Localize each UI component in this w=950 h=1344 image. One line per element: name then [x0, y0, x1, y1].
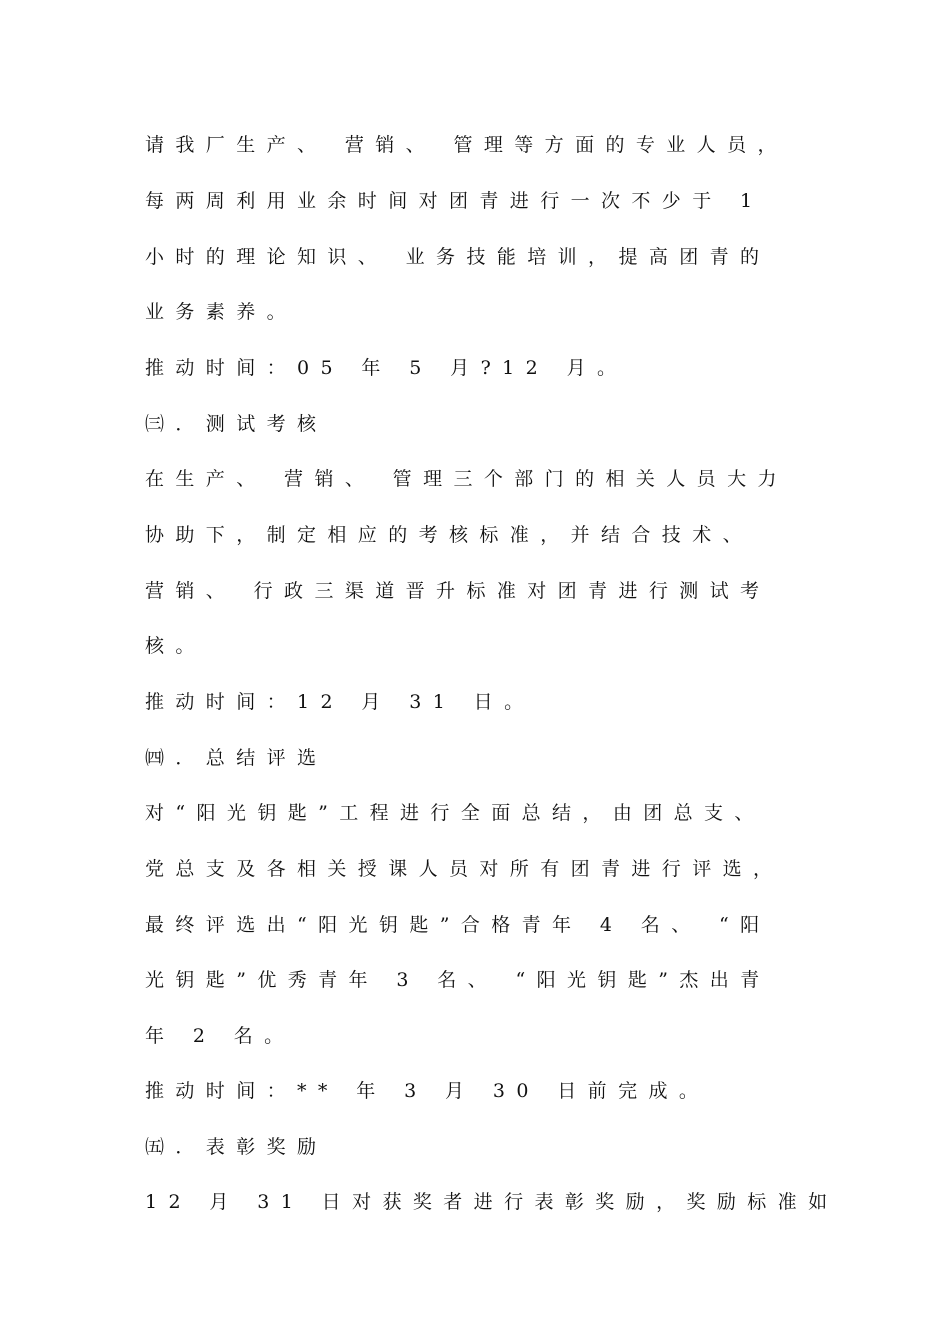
paragraph-line: 营销、 行政三渠道晋升标准对团青进行测试考: [145, 580, 771, 602]
paragraph-line: 小时的理论知识、 业务技能培训，提高团青的: [145, 246, 771, 268]
paragraph-line: 12 月 31 日对获奖者进行表彰奖励，奖励标准如: [145, 1191, 839, 1213]
schedule-line: 推动时间：** 年 3 月 30 日前完成。: [145, 1080, 710, 1102]
paragraph-line: 对“阳光钥匙”工程进行全面总结，由团总支、: [145, 802, 765, 824]
paragraph-line: 业务素养。: [145, 301, 298, 323]
paragraph-line: 年 2 名。: [145, 1025, 295, 1047]
paragraph-line: 请我厂生产、 营销、 管理等方面的专业人员，: [145, 134, 788, 156]
schedule-line: 推动时间：12 月 31 日。: [145, 691, 535, 713]
schedule-line: 推动时间：05 年 5 月?12 月。: [145, 357, 628, 379]
section-heading: ㈤．表彰奖励: [145, 1136, 328, 1158]
section-heading: ㈢．测试考核: [145, 413, 328, 435]
section-heading: ㈣．总结评选: [145, 747, 328, 769]
paragraph-line: 党总支及各相关授课人员对所有团青进行评选，: [145, 858, 784, 880]
paragraph-line: 核。: [145, 635, 206, 657]
paragraph-line: 协助下，制定相应的考核标准，并结合技术、: [145, 524, 754, 546]
paragraph-line: 最终评选出“阳光钥匙”合格青年 4 名、 “阳: [145, 914, 771, 936]
paragraph-line: 在生产、 营销、 管理三个部门的相关人员大力: [145, 468, 788, 490]
paragraph-line: 每两周利用业余时间对团青进行一次不少于 1: [145, 190, 764, 212]
paragraph-line: 光钥匙”优秀青年 3 名、 “阳光钥匙”杰出青: [145, 969, 771, 991]
